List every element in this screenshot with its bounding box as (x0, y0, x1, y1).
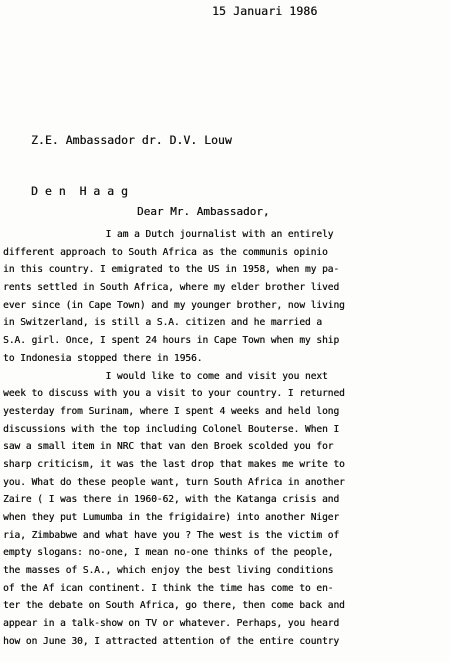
body-line: S.A. girl. Once, I spent 24 hours in Cape Town when my ship (3, 335, 340, 347)
body-line: the masses of S.A., which enjoy the best living conditions (3, 565, 334, 577)
body-line: empty slogans: no-one, I mean no-one thinks of the people, (3, 547, 334, 559)
body-line: sharp criticism, it was the last drop that makes me write to (3, 458, 345, 470)
body-line: yesterday from Surinam, where I spent 4 weeks and held long (3, 405, 340, 417)
letter-body (3, 226, 449, 651)
body-line: week to discuss with you a visit to your country. I returned (3, 388, 345, 400)
salutation: Dear Mr. Ambassador, (137, 205, 270, 218)
body-line: you. What do these people want, turn South Africa in another (3, 476, 345, 488)
body-line: ever since (in Cape Town) and my younger brother, now living (3, 299, 345, 311)
body-line: in this country. I emigrated to the US in 1958, when my pa- (3, 264, 340, 276)
letter-date: 15 Januari 1986 (212, 4, 318, 18)
addressee-city: D e n H a a g (31, 184, 128, 198)
addressee-name: Z.E. Ambassador dr. D.V. Louw (31, 133, 232, 147)
body-line: I would like to come and visit you next (3, 370, 328, 382)
body-line: to Indonesia stopped there in 1956. (3, 352, 203, 364)
body-line: discussions with the top including Colonel Bouterse. When I (3, 423, 340, 435)
body-line: in Switzerland, is still a S.A. citizen and he married a (3, 317, 322, 329)
body-line: how on June 30, I attracted attention of the entire country (3, 635, 340, 647)
body-line: Zaire ( I was there in 1960-62, with the Katanga crisis and (3, 494, 340, 506)
body-line: I am a Dutch journalist with an entirely (3, 229, 334, 240)
body-line: ter the debate on South Africa, go there, then come back and (3, 600, 345, 612)
body-line: ria, Zimbabwe and what have you ? The west is the victim of (3, 529, 340, 541)
body-line: saw a small item in NRC that van den Broek scolded you for (3, 441, 334, 453)
body-line: when they put Lumumba in the frigidaire) into another Niger (3, 512, 340, 523)
body-line: appear in a talk-show on TV or whatever. Perhaps, you heard (3, 618, 340, 630)
body-line: different approach to South Africa as the communis opinio (3, 246, 328, 258)
body-line: of the Af ican continent. I think the time has come to en- (3, 582, 334, 594)
body-line: rents settled in South Africa, where my elder brother lived (3, 282, 340, 294)
